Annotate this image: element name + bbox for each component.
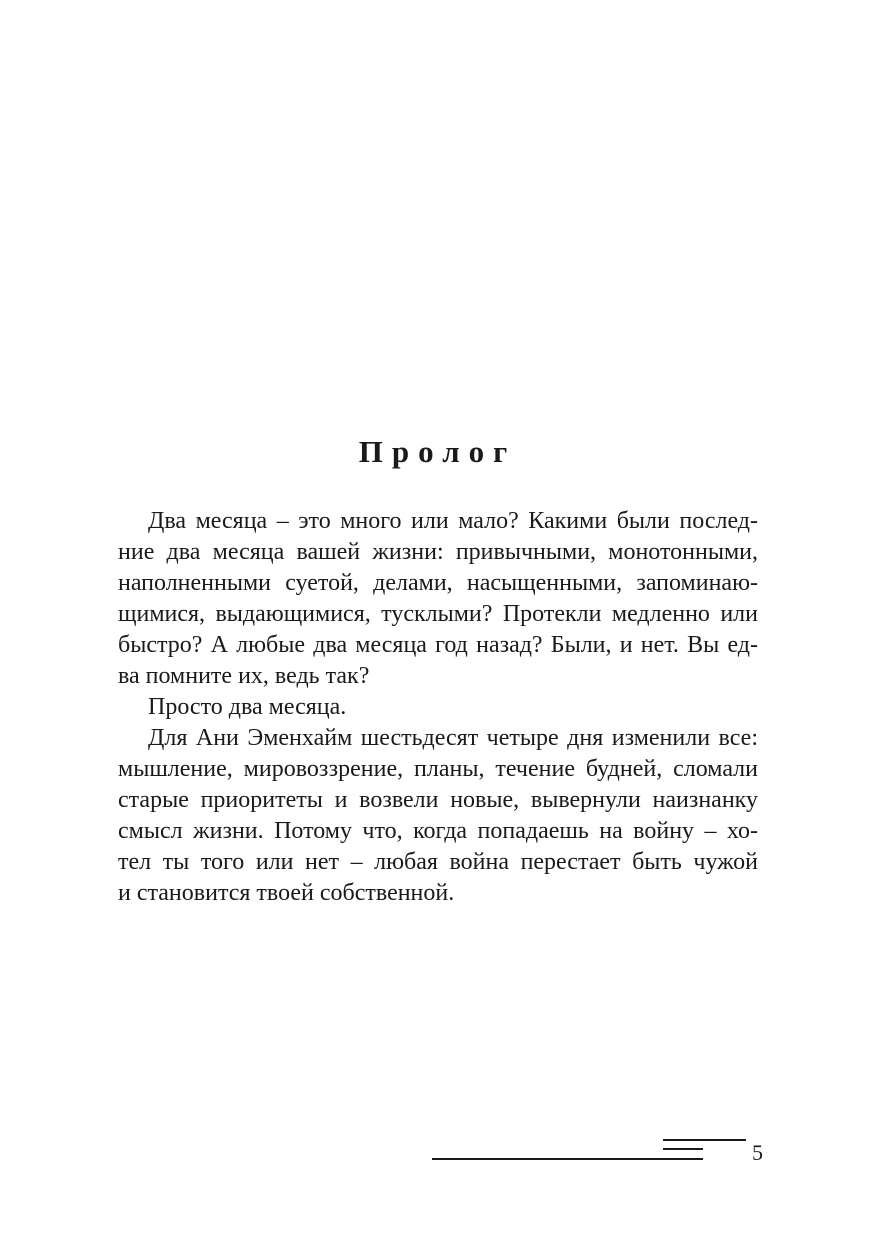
text-line: старые приоритеты и возвели новые, вывернули наизнанку [118,787,758,813]
text-line: щимися, выдающимися, тусклыми? Протекли медленно или [118,601,758,627]
text-line: быстро? А любые два месяца год назад? Были, и нет. Вы ед- [118,632,758,658]
text-line: и становится твоей собственной. [118,880,455,906]
footer-rule-bottom [432,1158,703,1160]
text-line: тел ты того или нет – любая война перестает быть чужой [118,849,758,875]
text-line: ва помните их, ведь так? [118,663,370,689]
page-number: 5 [752,1140,763,1165]
footer-rule-top [663,1139,746,1141]
chapter-title: Пролог [358,434,517,469]
footer-rule-middle [663,1148,703,1150]
chapter-body [118,506,758,909]
text-line: ние два месяца вашей жизни: привычными, монотонными, [118,539,758,565]
text-line: Два месяца – это много или мало? Какими были послед- [148,508,758,534]
text-line: Просто два месяца. [148,694,347,720]
text-line: мышление, мировоззрение, планы, течение будней, сломали [118,756,758,782]
text-line: Для Ани Эменхайм шестьдесят четыре дня изменили все: [148,725,758,751]
text-line: наполненными суетой, делами, насыщенными, запоминаю- [118,570,758,596]
text-line: смысл жизни. Потому что, когда попадаешь на войну – хо- [118,818,758,844]
